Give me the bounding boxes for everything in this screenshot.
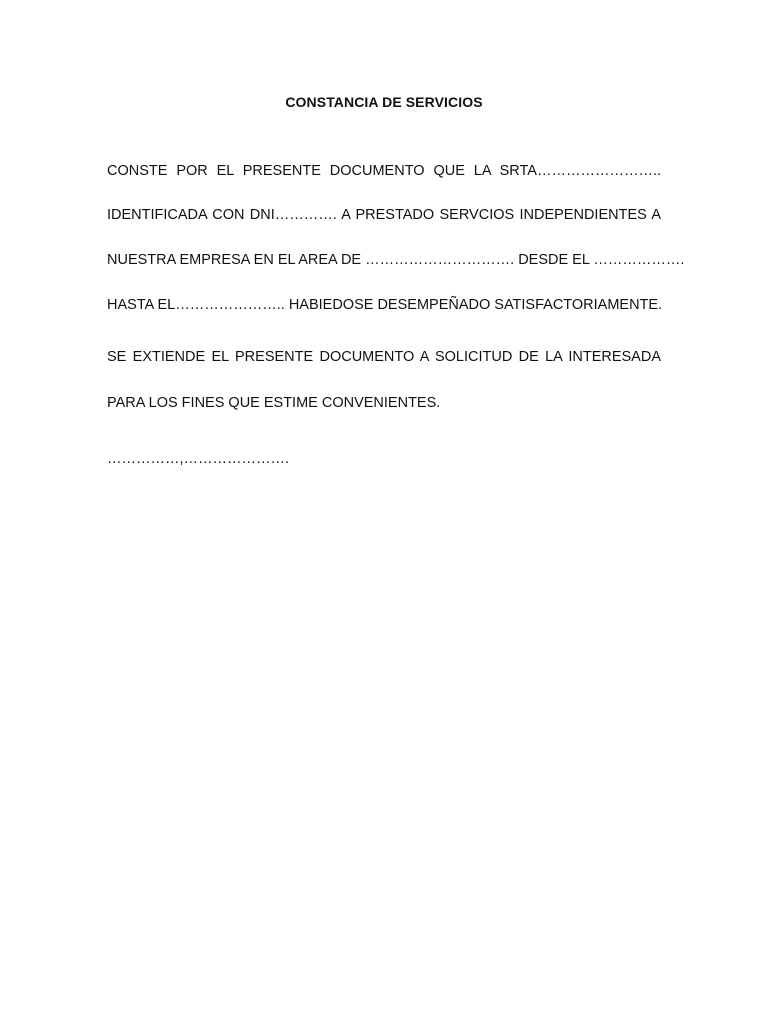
paragraph1-line-4: HASTA EL………………….. HABIEDOSE DESEMPEÑADO SATISFACTORIAMENTE. — [107, 297, 663, 313]
paragraph2-line-2: PARA LOS FINES QUE ESTIME CONVENIENTES. — [107, 395, 441, 411]
document-title: CONSTANCIA DE SERVICIOS — [285, 94, 483, 110]
place-date-line: ……………,…………………. — [107, 451, 290, 467]
paragraph2-line-1: SE EXTIENDE EL PRESENTE DOCUMENTO A SOLICITUD DE LA INTERESADA — [107, 349, 661, 365]
paragraph1-line-2: IDENTIFICADA CON DNI…………. A PRESTADO SERVCIOS INDEPENDIENTES A — [107, 207, 661, 223]
paragraph1-line-1: CONSTE POR EL PRESENTE DOCUMENTO QUE LA SRTA…………………….. — [107, 163, 661, 179]
paragraph1-line-3: NUESTRA EMPRESA EN EL AREA DE …………………………. DESDE EL ………………. — [107, 252, 685, 268]
